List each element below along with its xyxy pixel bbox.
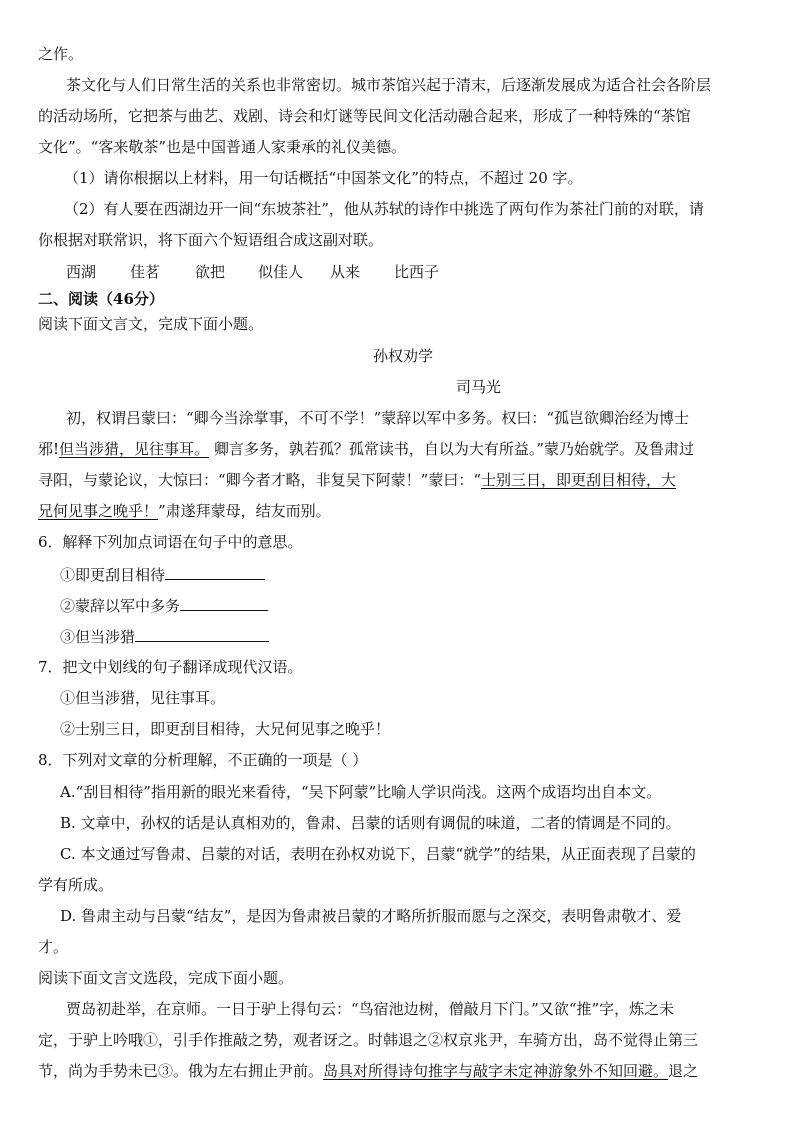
question-7-item-1: ①但当涉猎，见往事耳。 — [60, 689, 226, 707]
question-6-item-3: ③但当涉猎 — [60, 626, 269, 647]
option-c-line-2: 学有所成。 — [38, 876, 114, 894]
passage-line-1: 初，权谓吕蒙曰：“卿今当涂掌事，不可不学！”蒙辞以军中多务。权曰：“孤岂欲卿治经为博士 — [66, 409, 690, 427]
underlined-sentence-2a: 士别三日，即更刮目相待，大 — [481, 471, 677, 489]
option-a: A.“刮目相待”指用新的眼光来看待，“吴下阿蒙”比喻人学识尚浅。这两个成语均出自本文。 — [60, 783, 662, 801]
option-d-line-1: D. 鲁肃主动与吕蒙“结友”，是因为鲁肃被吕蒙的才略所折服而愿与之深交，表明鲁肃敬才、爱 — [60, 907, 682, 925]
passage-line-4: 兄何见事之晚乎！”肃遂拜蒙母，结友而别。 — [38, 502, 331, 520]
question-1: （1）请你根据以上材料，用一句话概括“中国茶文化”的特点，不超过 20 字。 — [64, 169, 583, 187]
underlined-sentence-3: 岛具对所得诗句推字与敲字未定神游象外不知回避。 — [323, 1062, 669, 1080]
question-2-line-2: 你根据对联常识，将下面六个短语组合成这副对联。 — [38, 231, 384, 249]
passage-2-line-2: 定，于驴上吟哦①，引手作推敲之势，观者讶之。时韩退之②权京兆尹，车骑方出，岛不觉得止第三 — [38, 1031, 699, 1049]
answer-blank[interactable] — [165, 564, 265, 580]
intro-line-2: 茶文化与人们日常生活的关系也非常密切。城市茶馆兴起于清末，后逐渐发展成为适合社会各阶层 — [66, 76, 712, 94]
section-heading: 二、阅读（46分） — [38, 290, 164, 308]
passage-author: 司马光 — [456, 378, 502, 396]
option-b: B. 文章中，孙权的话是认真相劝的，鲁肃、吕蒙的话则有调侃的味道，二者的情调是不同的。 — [60, 814, 681, 832]
phrase-1: 西湖 — [66, 263, 97, 281]
question-7-stem: 7．把文中划线的句子翻译成现代汉语。 — [38, 658, 303, 676]
phrase-3: 欲把 — [195, 263, 226, 281]
section-instruction: 阅读下面文言文，完成下面小题。 — [38, 315, 264, 333]
answer-blank[interactable] — [135, 626, 269, 642]
phrase-4: 似佳人 — [258, 263, 304, 281]
passage-2-line-3: 节，尚为手势未已③。俄为左右拥止尹前。岛具对所得诗句推字与敲字未定神游象外不知回避。退之 — [38, 1062, 699, 1080]
question-6-item-1: ①即更刮目相待 — [60, 564, 265, 585]
passage-line-3: 寻阳，与蒙论议，大惊曰：“卿今者才略，非复吴下阿蒙！”蒙曰：“士别三日，即更刮目相待，大 — [38, 471, 677, 489]
phrase-2: 佳茗 — [130, 263, 161, 281]
option-c-line-1: C. 本文通过写鲁肃、吕蒙的对话，表明在孙权劝说下，吕蒙“就学”的结果，从正面表现了吕蒙的 — [60, 845, 696, 863]
passage-2-instruction: 阅读下面文言文选段，完成下面小题。 — [38, 969, 294, 987]
phrase-5: 从来 — [330, 263, 361, 281]
intro-line-3: 的活动场所，它把茶与曲艺、戏剧、诗会和灯谜等民间文化活动融合起来，形成了一种特殊的“茶馆 — [38, 107, 691, 125]
underlined-sentence-2b: 兄何见事之晚乎！ — [38, 502, 159, 520]
passage-2-line-1: 贾岛初赴举，在京师。一日于驴上得句云：“鸟宿池边树，僧敲月下门。”又欲“推”字，炼之未 — [66, 1000, 675, 1018]
intro-line-4: 文化”。“客来敬茶”也是中国普通人家秉承的礼仪美德。 — [38, 138, 407, 156]
question-6-stem: 6．解释下列加点词语在句子中的意思。 — [38, 533, 303, 551]
passage-line-2: 邪!但当涉猎，见往事耳。 卿言多务，孰若孤？孤常读书，自以为大有所益。”蒙乃始就学。及鲁肃过 — [38, 440, 694, 458]
option-d-line-2: 才。 — [38, 938, 69, 956]
question-6-item-2: ②蒙辞以军中多务 — [60, 595, 268, 616]
answer-blank[interactable] — [180, 595, 268, 611]
phrase-6: 比西子 — [394, 263, 440, 281]
underlined-sentence-1: 但当涉猎，见往事耳。 — [59, 440, 210, 458]
question-7-item-2: ②士别三日，即更刮目相待，大兄何见事之晚乎！ — [60, 720, 391, 738]
question-8-stem: 8．下列对文章的分析理解，不正确的一项是（ ） — [38, 751, 368, 769]
question-2-line-1: （2）有人要在西湖边开一间“东坡茶社”，他从苏轼的诗作中挑选了两句作为茶社门前的对联，请 — [64, 200, 704, 218]
intro-line-1: 之作。 — [38, 45, 84, 63]
passage-title: 孙权劝学 — [373, 347, 434, 365]
